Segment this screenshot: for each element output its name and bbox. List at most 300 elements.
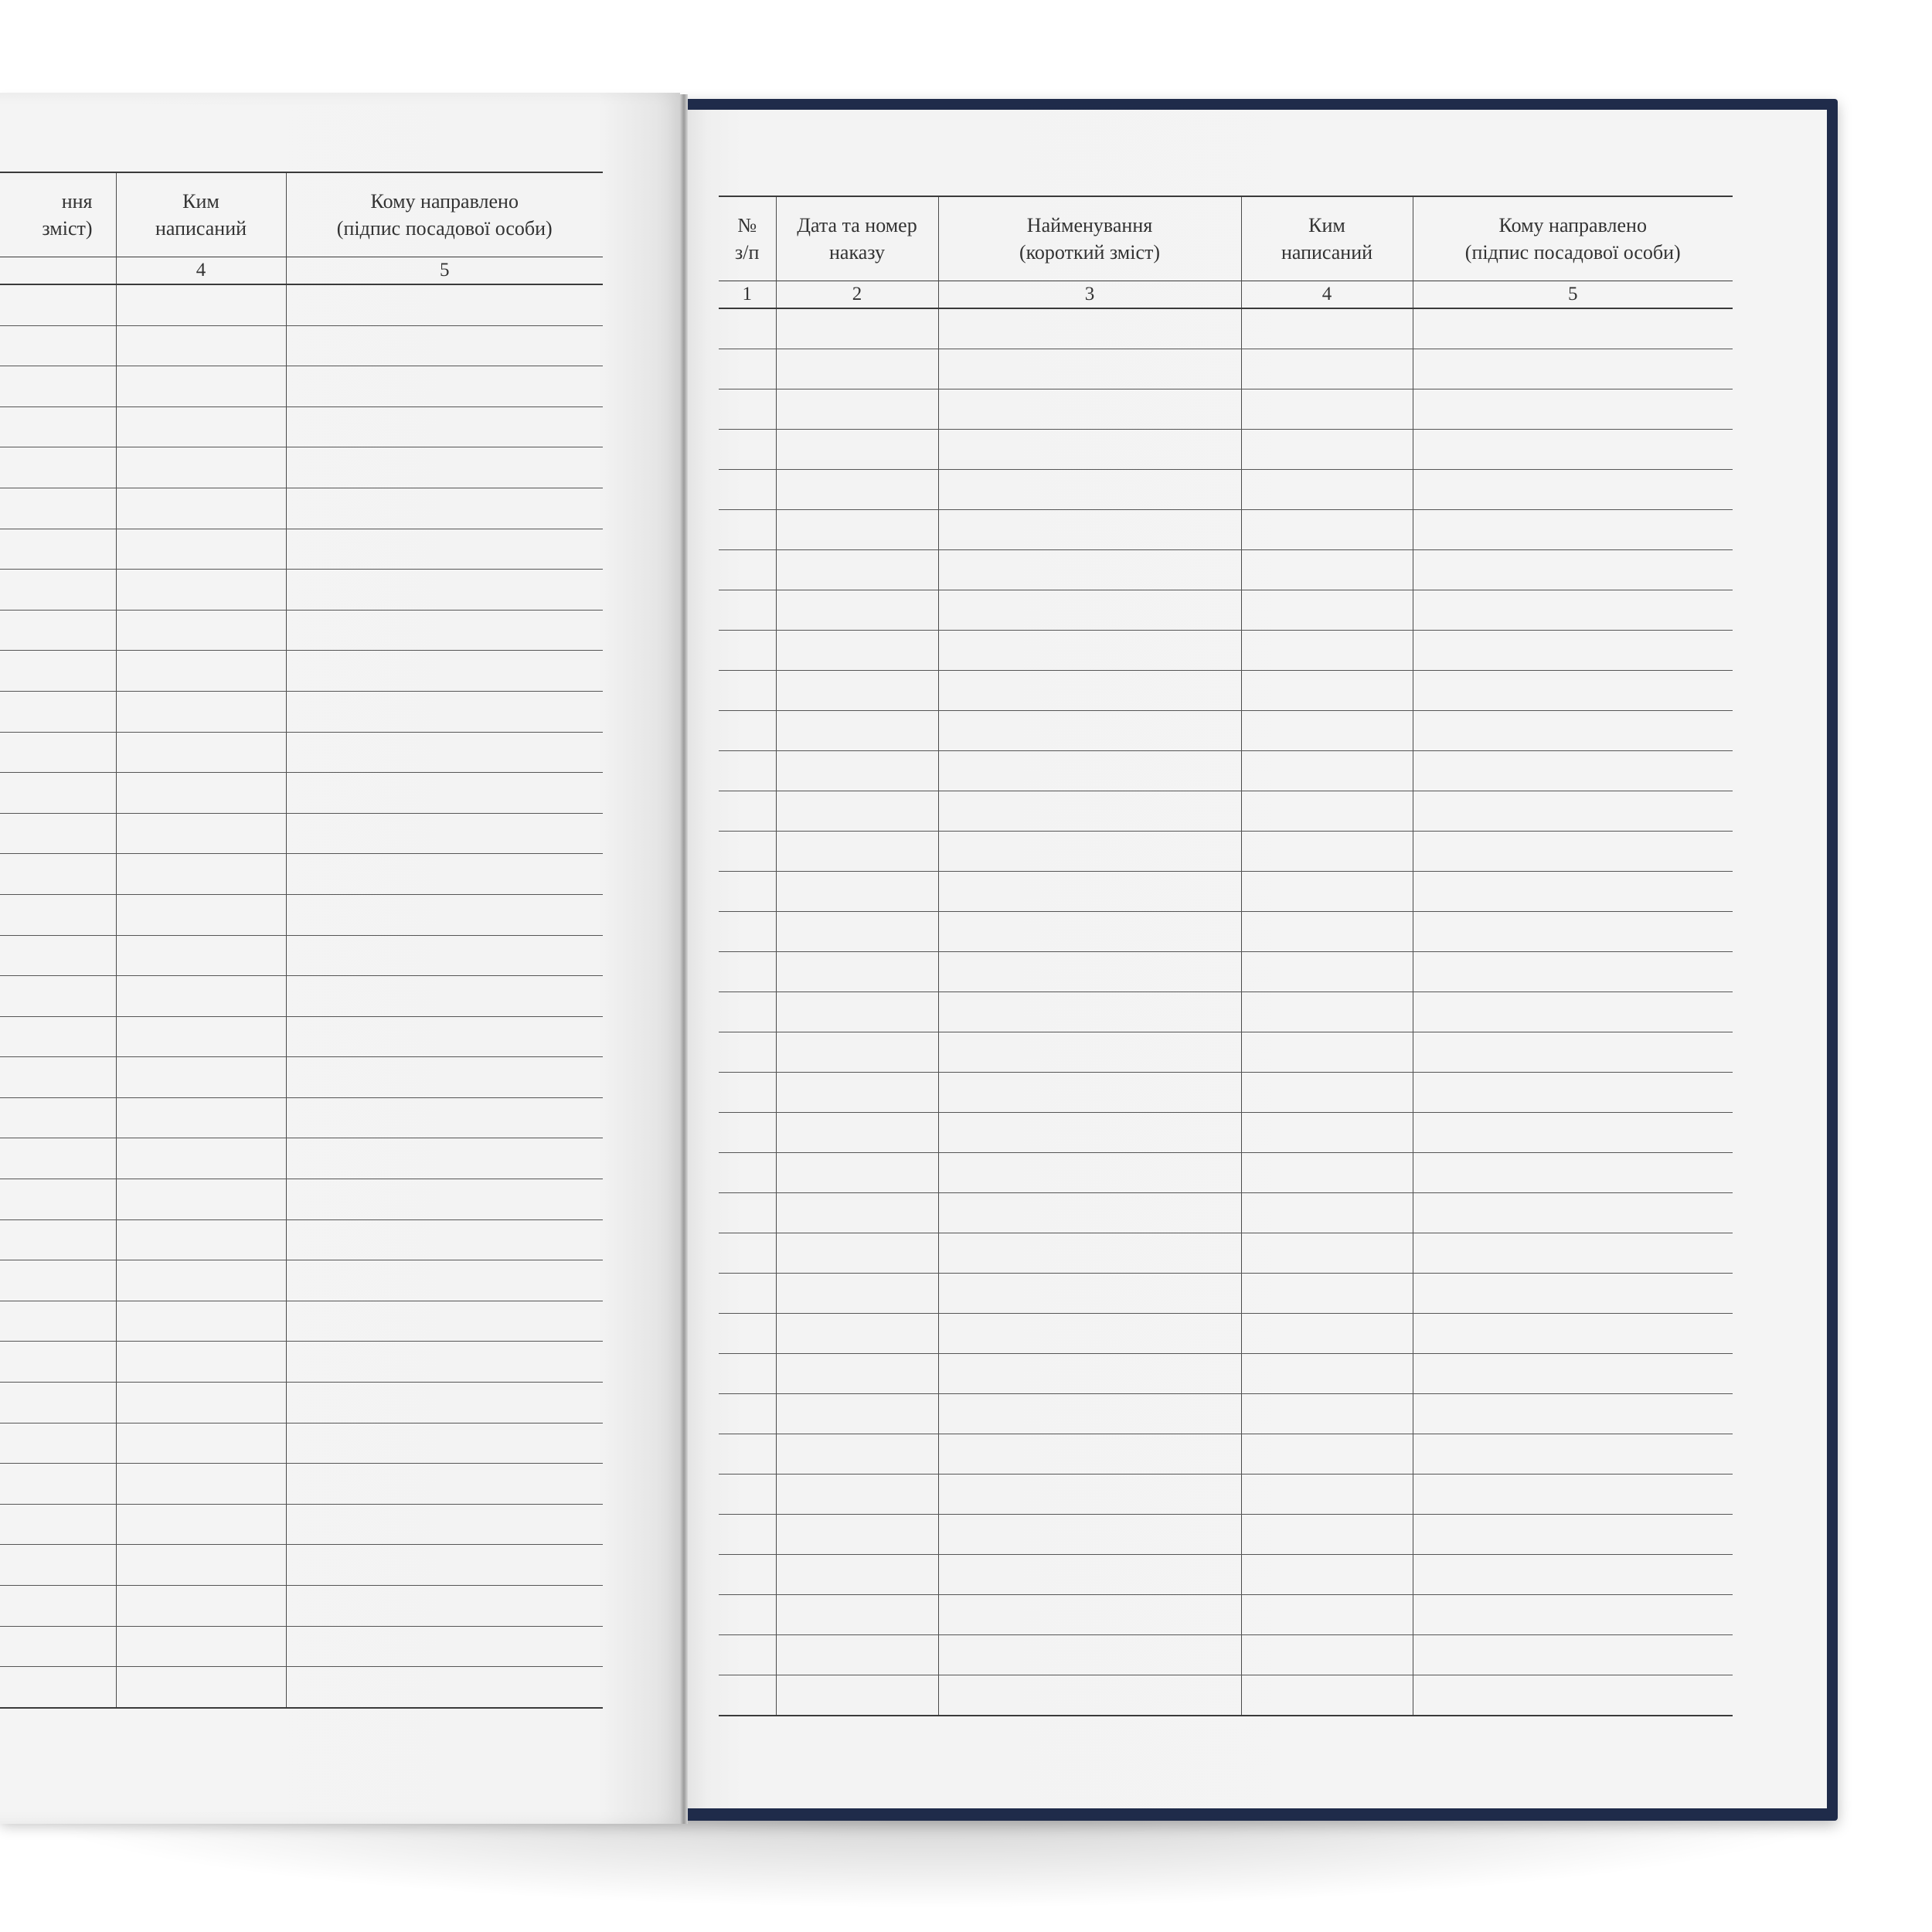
left-empty-cell <box>0 366 116 407</box>
left-empty-cell <box>0 1545 116 1586</box>
left-empty-cell <box>116 1138 286 1179</box>
right-empty-cell <box>1241 711 1413 751</box>
left-header-author: Ким написаний <box>116 172 286 257</box>
left-table-row <box>0 854 603 895</box>
right-empty-cell <box>1413 308 1733 349</box>
right-empty-cell <box>1241 631 1413 671</box>
right-empty-cell <box>776 631 938 671</box>
right-empty-cell <box>719 430 776 470</box>
right-empty-cell <box>938 1274 1241 1314</box>
left-empty-cell <box>286 1179 603 1220</box>
right-empty-cell <box>1241 751 1413 791</box>
left-empty-cell <box>116 325 286 366</box>
right-empty-cell <box>1413 510 1733 550</box>
right-empty-cell <box>1413 1314 1733 1354</box>
right-empty-cell <box>1241 1434 1413 1475</box>
left-empty-cell <box>0 1179 116 1220</box>
right-empty-cell <box>938 470 1241 510</box>
left-table-row <box>0 284 603 325</box>
right-empty-cell <box>1413 1354 1733 1394</box>
right-empty-cell <box>776 1675 938 1716</box>
right-empty-cell <box>719 992 776 1032</box>
left-table-row <box>0 691 603 732</box>
right-empty-cell <box>1413 912 1733 952</box>
right-empty-cell <box>719 590 776 631</box>
right-empty-cell <box>719 711 776 751</box>
left-empty-cell <box>286 1219 603 1260</box>
right-table-row <box>719 872 1733 912</box>
left-empty-cell <box>116 1383 286 1423</box>
left-empty-cell <box>0 813 116 854</box>
right-empty-cell <box>938 952 1241 992</box>
left-empty-cell <box>0 1504 116 1545</box>
right-empty-cell <box>1241 1153 1413 1193</box>
right-empty-cell <box>1413 1032 1733 1073</box>
right-empty-cell <box>1241 308 1413 349</box>
left-empty-cell <box>0 1586 116 1627</box>
left-empty-cell <box>116 1219 286 1260</box>
right-empty-cell <box>1241 872 1413 912</box>
right-empty-cell <box>776 791 938 832</box>
left-empty-cell <box>286 773 603 814</box>
right-empty-cell <box>776 430 938 470</box>
left-empty-cell <box>0 284 116 325</box>
right-empty-cell <box>938 550 1241 590</box>
left-table-row <box>0 406 603 447</box>
left-empty-cell <box>116 976 286 1017</box>
col-number: 3 <box>938 281 1241 309</box>
right-empty-cell <box>776 1354 938 1394</box>
left-ledger-table <box>0 172 603 1709</box>
left-empty-cell <box>0 1016 116 1057</box>
right-empty-cell <box>776 671 938 711</box>
right-empty-cell <box>938 1032 1241 1073</box>
left-empty-cell <box>286 570 603 611</box>
header-date-order: Дата та номер наказу <box>776 196 938 281</box>
right-empty-cell <box>719 1354 776 1394</box>
left-empty-cell <box>286 976 603 1017</box>
right-empty-cell <box>1413 550 1733 590</box>
right-table-row <box>719 671 1733 711</box>
right-empty-cell <box>776 711 938 751</box>
left-empty-cell <box>286 1423 603 1464</box>
right-empty-cell <box>1241 389 1413 430</box>
right-table-row <box>719 1233 1733 1274</box>
left-table-row <box>0 1383 603 1423</box>
right-empty-cell <box>776 1193 938 1233</box>
right-empty-cell <box>776 952 938 992</box>
right-table-row <box>719 1595 1733 1635</box>
right-empty-cell <box>776 1233 938 1274</box>
right-empty-cell <box>1413 1475 1733 1515</box>
left-empty-cell <box>286 406 603 447</box>
right-empty-cell <box>938 992 1241 1032</box>
left-table-row <box>0 1586 603 1627</box>
right-table-row <box>719 1354 1733 1394</box>
right-empty-cell <box>1241 590 1413 631</box>
left-table-row <box>0 1464 603 1505</box>
right-empty-cell <box>1413 1394 1733 1434</box>
right-empty-cell <box>938 711 1241 751</box>
right-table-row <box>719 1434 1733 1475</box>
right-empty-cell <box>1241 1675 1413 1716</box>
right-empty-cell <box>776 992 938 1032</box>
left-empty-cell <box>116 1057 286 1098</box>
left-table-row <box>0 773 603 814</box>
right-empty-cell <box>1241 1113 1413 1153</box>
header-name-summary: Найменування (короткий зміст) <box>938 196 1241 281</box>
left-table-row <box>0 570 603 611</box>
right-empty-cell <box>776 349 938 389</box>
right-table-row <box>719 1193 1733 1233</box>
right-empty-cell <box>1241 1515 1413 1555</box>
right-empty-cell <box>1241 1635 1413 1675</box>
left-empty-cell <box>116 529 286 570</box>
right-table-row <box>719 1073 1733 1113</box>
right-empty-cell <box>776 1475 938 1515</box>
right-table-row <box>719 1394 1733 1434</box>
right-empty-cell <box>719 1434 776 1475</box>
right-table-row <box>719 510 1733 550</box>
right-empty-cell <box>1413 430 1733 470</box>
left-empty-cell <box>286 284 603 325</box>
right-table-row <box>719 308 1733 349</box>
left-table-row <box>0 1219 603 1260</box>
right-empty-cell <box>1241 1475 1413 1515</box>
left-empty-cell <box>116 854 286 895</box>
left-empty-cell <box>0 976 116 1017</box>
col-number: 1 <box>719 281 776 309</box>
right-table-row <box>719 992 1733 1032</box>
left-empty-cell <box>116 1626 286 1667</box>
left-table-row <box>0 447 603 488</box>
right-table-row <box>719 631 1733 671</box>
right-empty-cell <box>776 872 938 912</box>
right-empty-cell <box>1413 1635 1733 1675</box>
right-empty-cell <box>776 1434 938 1475</box>
left-empty-cell <box>116 610 286 651</box>
right-empty-cell <box>1413 590 1733 631</box>
right-empty-cell <box>719 1635 776 1675</box>
left-empty-cell <box>0 325 116 366</box>
left-table-row <box>0 813 603 854</box>
right-ledger-table <box>719 196 1733 1716</box>
right-table-row <box>719 590 1733 631</box>
right-empty-cell <box>1413 1555 1733 1595</box>
left-empty-cell <box>116 935 286 976</box>
left-empty-cell <box>286 894 603 935</box>
right-empty-cell <box>776 308 938 349</box>
right-empty-cell <box>776 1274 938 1314</box>
right-empty-cell <box>1241 1555 1413 1595</box>
left-empty-cell <box>286 529 603 570</box>
left-empty-cell <box>0 1342 116 1383</box>
left-empty-cell <box>116 406 286 447</box>
right-empty-cell <box>938 1394 1241 1434</box>
right-empty-cell <box>938 1314 1241 1354</box>
left-table-row <box>0 1138 603 1179</box>
right-empty-cell <box>1241 1073 1413 1113</box>
header-number: № з/п <box>719 196 776 281</box>
book-gutter <box>680 94 688 1824</box>
right-empty-cell <box>1413 832 1733 872</box>
right-empty-cell <box>1413 470 1733 510</box>
right-table-row <box>719 711 1733 751</box>
left-empty-cell <box>0 1464 116 1505</box>
right-table-row <box>719 349 1733 389</box>
left-empty-cell <box>0 1097 116 1138</box>
right-table-row <box>719 751 1733 791</box>
left-empty-cell <box>286 1464 603 1505</box>
right-empty-cell <box>938 1113 1241 1153</box>
left-empty-cell <box>286 1504 603 1545</box>
right-empty-cell <box>719 631 776 671</box>
right-table-row <box>719 1274 1733 1314</box>
right-table-row <box>719 1113 1733 1153</box>
left-empty-cell <box>286 854 603 895</box>
right-empty-cell <box>1413 671 1733 711</box>
right-empty-cell <box>776 1032 938 1073</box>
left-empty-cell <box>0 732 116 773</box>
right-table-row <box>719 1475 1733 1515</box>
right-empty-cell <box>938 1595 1241 1635</box>
left-col-number: 5 <box>286 257 603 285</box>
right-empty-cell <box>776 832 938 872</box>
left-empty-cell <box>116 1016 286 1057</box>
left-empty-cell <box>286 651 603 692</box>
right-empty-cell <box>1241 832 1413 872</box>
left-empty-cell <box>0 1626 116 1667</box>
right-empty-cell <box>719 872 776 912</box>
left-empty-cell <box>0 488 116 529</box>
left-empty-cell <box>116 651 286 692</box>
right-empty-cell <box>776 1314 938 1354</box>
right-empty-cell <box>1241 1595 1413 1635</box>
right-empty-cell <box>938 1434 1241 1475</box>
left-empty-cell <box>116 570 286 611</box>
right-empty-cell <box>1241 671 1413 711</box>
left-table-row <box>0 1545 603 1586</box>
left-empty-cell <box>0 773 116 814</box>
left-table-row <box>0 732 603 773</box>
left-empty-cell <box>0 1301 116 1342</box>
left-empty-cell <box>116 1260 286 1301</box>
right-table-row <box>719 1314 1733 1354</box>
left-empty-cell <box>0 1383 116 1423</box>
right-empty-cell <box>719 1153 776 1193</box>
left-table-row <box>0 1097 603 1138</box>
left-empty-cell <box>0 529 116 570</box>
right-empty-cell <box>719 1113 776 1153</box>
right-empty-cell <box>1241 510 1413 550</box>
left-table-row <box>0 894 603 935</box>
right-empty-cell <box>719 1675 776 1716</box>
right-table-row <box>719 912 1733 952</box>
left-header-name: ння зміст) <box>0 172 116 257</box>
right-empty-cell <box>1241 1274 1413 1314</box>
right-empty-cell <box>1413 1073 1733 1113</box>
left-empty-cell <box>286 1260 603 1301</box>
right-empty-cell <box>938 510 1241 550</box>
left-table-row <box>0 529 603 570</box>
left-empty-cell <box>286 1586 603 1627</box>
right-empty-cell <box>938 631 1241 671</box>
right-empty-cell <box>1413 992 1733 1032</box>
right-empty-cell <box>719 389 776 430</box>
right-empty-cell <box>719 671 776 711</box>
right-empty-cell <box>776 590 938 631</box>
left-empty-cell <box>286 1301 603 1342</box>
right-table-row <box>719 1032 1733 1073</box>
left-empty-cell <box>286 325 603 366</box>
left-page-clip <box>0 0 680 1932</box>
right-empty-cell <box>776 751 938 791</box>
right-empty-cell <box>776 470 938 510</box>
right-empty-cell <box>1413 1595 1733 1635</box>
right-empty-cell <box>938 872 1241 912</box>
right-table-row <box>719 1515 1733 1555</box>
right-empty-cell <box>776 1635 938 1675</box>
left-table-row <box>0 1260 603 1301</box>
header-author: Ким написаний <box>1241 196 1413 281</box>
left-empty-cell <box>0 1138 116 1179</box>
right-empty-cell <box>776 1515 938 1555</box>
right-empty-cell <box>719 1274 776 1314</box>
left-table-row <box>0 366 603 407</box>
left-table-body <box>0 284 603 1708</box>
right-empty-cell <box>719 349 776 389</box>
right-empty-cell <box>938 590 1241 631</box>
right-empty-cell <box>1413 1675 1733 1716</box>
left-empty-cell <box>0 406 116 447</box>
left-empty-cell <box>116 813 286 854</box>
right-empty-cell <box>1241 470 1413 510</box>
right-table-row <box>719 832 1733 872</box>
left-table-row <box>0 1057 603 1098</box>
left-empty-cell <box>116 1423 286 1464</box>
right-empty-cell <box>719 912 776 952</box>
left-empty-cell <box>0 894 116 935</box>
left-empty-cell <box>286 366 603 407</box>
left-empty-cell <box>116 1301 286 1342</box>
right-empty-cell <box>719 1193 776 1233</box>
right-empty-cell <box>719 308 776 349</box>
right-empty-cell <box>1413 791 1733 832</box>
right-empty-cell <box>938 912 1241 952</box>
right-empty-cell <box>776 1073 938 1113</box>
left-empty-cell <box>286 1342 603 1383</box>
right-empty-cell <box>1241 912 1413 952</box>
right-empty-cell <box>1241 1394 1413 1434</box>
right-table-row <box>719 952 1733 992</box>
right-empty-cell <box>1413 1515 1733 1555</box>
right-empty-cell <box>719 1073 776 1113</box>
left-empty-cell <box>286 935 603 976</box>
right-empty-cell <box>1241 791 1413 832</box>
right-empty-cell <box>1413 1113 1733 1153</box>
left-empty-cell <box>286 447 603 488</box>
right-empty-cell <box>776 389 938 430</box>
right-empty-cell <box>719 1475 776 1515</box>
right-header-row <box>719 196 1733 281</box>
right-table-row <box>719 791 1733 832</box>
left-table-row <box>0 976 603 1017</box>
left-number-row <box>0 257 603 285</box>
right-empty-cell <box>938 389 1241 430</box>
right-table-row <box>719 430 1733 470</box>
right-empty-cell <box>719 1032 776 1073</box>
right-empty-cell <box>1413 1153 1733 1193</box>
left-empty-cell <box>0 854 116 895</box>
left-empty-cell <box>116 1586 286 1627</box>
left-empty-cell <box>286 488 603 529</box>
right-empty-cell <box>719 751 776 791</box>
left-table-row <box>0 488 603 529</box>
right-empty-cell <box>719 1394 776 1434</box>
left-empty-cell <box>116 1342 286 1383</box>
right-empty-cell <box>1241 952 1413 992</box>
left-empty-cell <box>286 732 603 773</box>
left-empty-cell <box>0 935 116 976</box>
left-col-number: 4 <box>116 257 286 285</box>
left-empty-cell <box>286 610 603 651</box>
left-header-recipient: Кому направлено (підпис посадової особи) <box>286 172 603 257</box>
left-empty-cell <box>0 1423 116 1464</box>
left-empty-cell <box>116 366 286 407</box>
right-empty-cell <box>938 1233 1241 1274</box>
right-empty-cell <box>719 1515 776 1555</box>
right-empty-cell <box>938 1354 1241 1394</box>
right-empty-cell <box>776 1153 938 1193</box>
left-empty-cell <box>116 1179 286 1220</box>
left-table-row <box>0 1423 603 1464</box>
left-empty-cell <box>286 1057 603 1098</box>
right-number-row <box>719 281 1733 309</box>
right-empty-cell <box>938 349 1241 389</box>
right-empty-cell <box>938 430 1241 470</box>
right-empty-cell <box>776 1555 938 1595</box>
right-table-row <box>719 550 1733 590</box>
left-table-row <box>0 610 603 651</box>
right-table-row <box>719 389 1733 430</box>
right-table-row <box>719 1675 1733 1716</box>
left-empty-cell <box>286 1097 603 1138</box>
right-empty-cell <box>1241 992 1413 1032</box>
right-table-row <box>719 470 1733 510</box>
col-number: 4 <box>1241 281 1413 309</box>
right-empty-cell <box>1241 1354 1413 1394</box>
right-empty-cell <box>776 1113 938 1153</box>
left-empty-cell <box>286 691 603 732</box>
left-empty-cell <box>116 447 286 488</box>
header-recipient: Кому направлено (підпис посадової особи) <box>1413 196 1733 281</box>
right-empty-cell <box>776 550 938 590</box>
right-empty-cell <box>938 1153 1241 1193</box>
left-empty-cell <box>116 894 286 935</box>
right-empty-cell <box>719 791 776 832</box>
left-table-row <box>0 1342 603 1383</box>
right-empty-cell <box>719 1595 776 1635</box>
right-empty-cell <box>719 952 776 992</box>
left-empty-cell <box>0 651 116 692</box>
right-empty-cell <box>1413 1233 1733 1274</box>
left-empty-cell <box>286 813 603 854</box>
left-empty-cell <box>0 1667 116 1708</box>
right-empty-cell <box>938 1193 1241 1233</box>
left-table-row <box>0 1626 603 1667</box>
right-empty-cell <box>938 1635 1241 1675</box>
left-col-number <box>0 257 116 285</box>
